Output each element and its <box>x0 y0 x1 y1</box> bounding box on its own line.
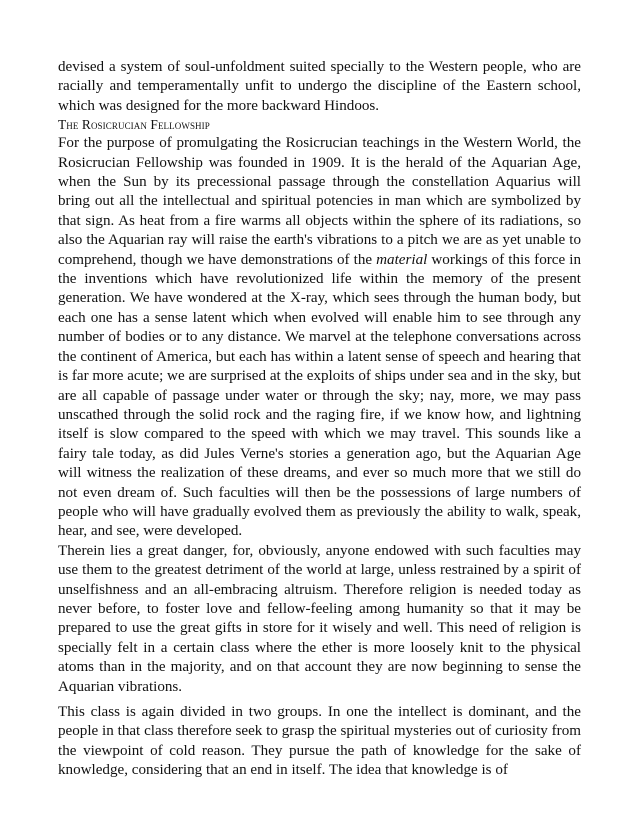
paragraph-fellowship-text-b: workings of this force in the inventions which have revolutionized life within the memory of the present generation. We have wondered at the X-ray, which sees through the human body, but each one has a sense latent which when evolved will enable him to see through any number of bodies or to any distance. We marvel at the telephone conversations across the continent of America, but each has within a latent sense of speech and hearing that is far more acute; we are surprised at the exploits of ships under sea and in the sky, but are all capable of passage under water or through the sky; nay, more, we may pass unscathed through the solid rock and the raging fire, if we know how, and lightning itself is slow compared to the speed with which we may travel. This sounds like a fairy tale today, as did Jules Verne's stories a generation ago, but the Aquarian Age will witness the realization of these dreams, and ever so much more that we still do not even dream of. Such faculties will then be the possessions of large numbers of people who will have gradually evolved them as previously the ability to walk, speak, hear, and see, were developed. <box>58 251 581 540</box>
section-heading: The Rosicrucian Fellowship <box>58 117 210 133</box>
paragraph-class-groups: This class is again divided in two groups. In one the intellect is dominant, and the people in that class therefore seek to grasp the spiritual mysteries out of curiosity from the viewpoint of cold reason. They pursue the path of knowledge for the sake of knowledge, considering that an end in itself. The idea that knowledge is of <box>58 704 581 779</box>
paragraph-fellowship <box>58 134 581 542</box>
paragraph-fellowship-text-a: For the purpose of promulgating the Rosicrucian teachings in the Western World, the Rosicrucian Fellowship was founded in 1909. It is the herald of the Aquarian Age, when the Sun by its precessional passage through the constellation Aquarius will bring out all the intellectual and spiritual potencies in man which are symbolized by that sign. As heat from a fire warms all objects within the sphere of its radiations, so also the Aquarian ray will raise the earth's vibrations to a pitch we are as yet unable to comprehend, though we have demonstrations of the <box>58 135 581 268</box>
emphasis-material: material <box>376 251 428 268</box>
paragraph-intro: devised a system of soul-unfoldment suited specially to the Western people, who are racially and temperamentally unfit to undergo the discipline of the Eastern school, which was designed for the more backward Hindoos. <box>58 59 581 114</box>
paragraph-danger: Therein lies a great danger, for, obviously, anyone endowed with such faculties may use them to the greatest detriment of the world at large, unless restrained by a spirit of unselfishness and an all-embracing altruism. Therefore religion is needed today as never before, to foster love and fellow-feeling among humanity so that it may be prepared to use the great gifts in store for it wisely and well. This need of religion is specially felt in a certain class where the ether is more loosely knit to the physical atoms than in the majority, and on that account they are now beginning to sense the Aquarian vibrations. <box>58 542 581 695</box>
document-page <box>58 58 581 781</box>
